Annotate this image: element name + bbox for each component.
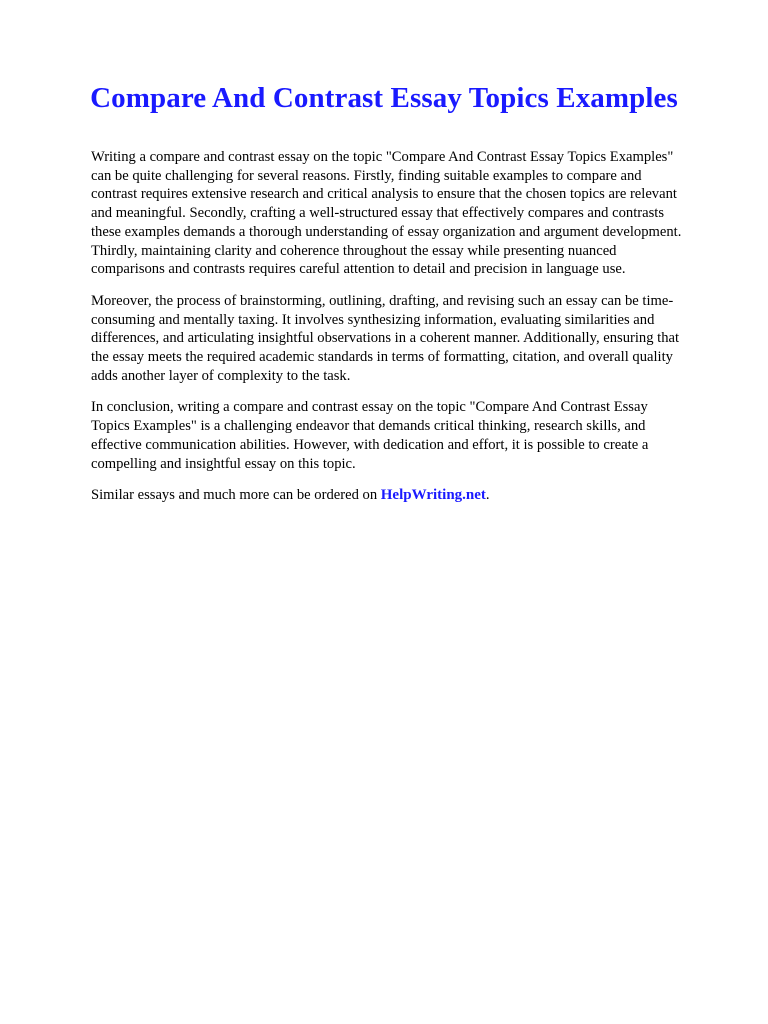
closing-suffix: . (485, 487, 490, 504)
paragraph-1-line-5: these examples demands a thorough understanding of essay organization and argument development. (91, 223, 682, 240)
paragraph-2-line-4: the essay meets the required academic standards in terms of formatting, citation, and overall quality (91, 349, 673, 366)
paragraph-3 (91, 398, 721, 473)
paragraph-2-line-3: differences, and articulating insightful observations in a coherent manner. Additionally, ensuring that (91, 330, 680, 347)
helpwriting-link[interactable]: HelpWriting.net (380, 487, 486, 504)
paragraph-1-line-2: can be quite challenging for several reasons. Firstly, finding suitable examples to compare and (91, 167, 642, 184)
paragraph-2-line-5: adds another layer of complexity to the task. (91, 367, 351, 384)
paragraph-3-line-2: Topics Examples" is a challenging endeavor that demands critical thinking, research skills, and (91, 418, 646, 435)
paragraph-1-line-6: Thirdly, maintaining clarity and coherence throughout the essay while presenting nuanced (91, 242, 617, 259)
paragraph-3-line-4: compelling and insightful essay on this topic. (91, 455, 356, 472)
paragraph-1-line-4: and meaningful. Secondly, crafting a well-structured essay that effectively compares and contrasts (91, 205, 665, 222)
paragraph-2 (91, 292, 721, 386)
paragraph-1 (91, 148, 721, 279)
paragraph-2-line-1: Moreover, the process of brainstorming, outlining, drafting, and revising such an essay can be time- (91, 292, 674, 309)
paragraph-2-line-2: consuming and mentally taxing. It involves synthesizing information, evaluating similarities and (91, 311, 655, 328)
paragraph-1-line-7: comparisons and contrasts requires careful attention to detail and precision in language use. (91, 261, 626, 278)
paragraph-1-line-1: Writing a compare and contrast essay on the topic "Compare And Contrast Essay Topics Examples" (91, 149, 674, 165)
document-body (91, 148, 721, 518)
closing-paragraph (91, 486, 721, 505)
paragraph-1-line-3: contrast requires extensive research and critical analysis to ensure that the chosen topics are relevant (91, 186, 677, 203)
paragraph-3-line-1: In conclusion, writing a compare and contrast essay on the topic "Compare And Contrast Essay (91, 399, 648, 416)
document-title: Compare And Contrast Essay Topics Examples (90, 82, 678, 114)
paragraph-3-line-3: effective communication abilities. However, with dedication and effort, it is possible to create a (91, 436, 649, 453)
closing-prefix: Similar essays and much more can be ordered on (91, 487, 381, 504)
